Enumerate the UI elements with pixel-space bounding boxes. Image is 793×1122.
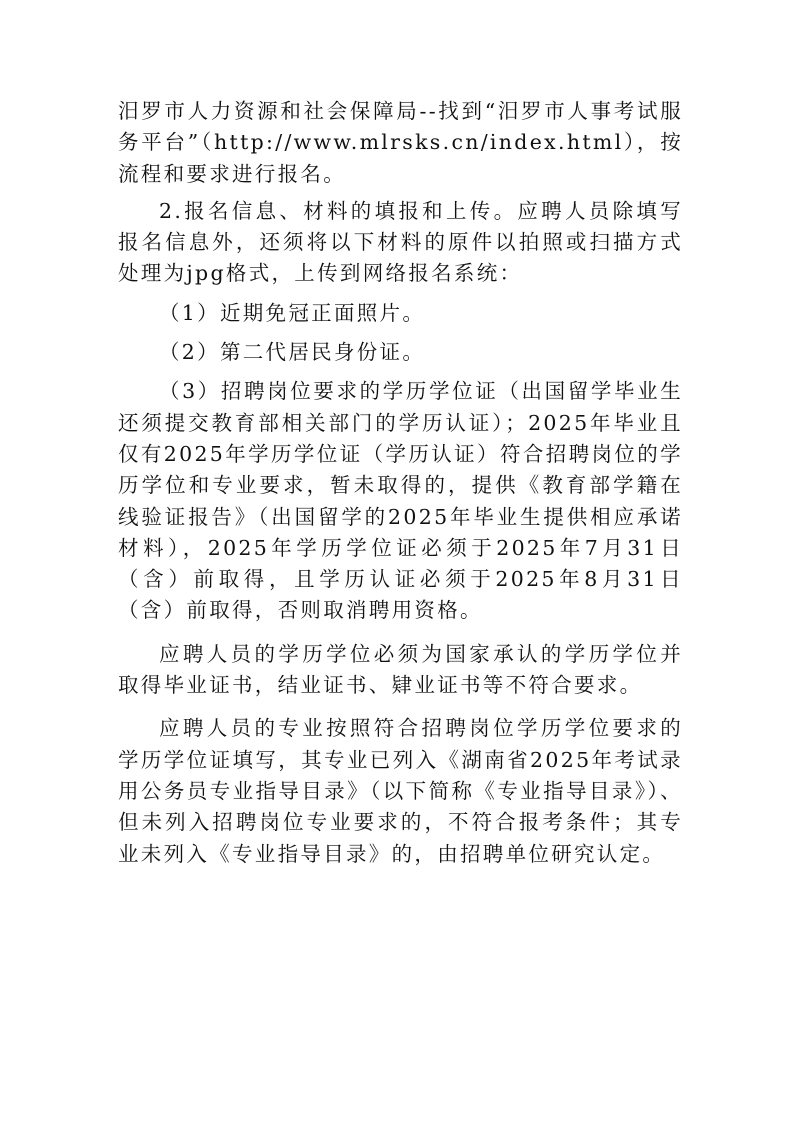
paragraph-registration-materials: 2.报名信息、材料的填报和上传。应聘人员除填写报名信息外，还须将以下材料的原件以拍照或扫描方式处理为jpg格式，上传到网络报名系统： xyxy=(118,198,683,286)
list-item-photo: （1）近期免冠正面照片。 xyxy=(159,300,426,325)
paragraph-major-requirements: 应聘人员的专业按照符合招聘岗位学历学位要求的学历学位证填写，其专业已列入《湖南省2025年考试录用公务员专业指导目录》（以下简称《专业指导目录》）、但未列入招聘岗位专业要求的，不符合报考条件；其专业未列入《专业指导目录》的，由招聘单位研究认定。 xyxy=(118,716,683,866)
paragraph-registration-platform: 汨罗市人力资源和社会保障局--找到“汨罗市人事考试服务平台”（http://www.mlrsks.cn/index.html），按流程和要求进行报名。 xyxy=(118,99,683,186)
list-item-degree-certificate: （3）招聘岗位要求的学历学位证（出国留学毕业生还须提交教育部相关部门的学历认证）；2025年毕业且仅有2025年学历学位证（学历认证）符合招聘岗位的学历学位和专业要求，暂未取得的，提供《教育部学籍在线验证报告》（出国留学的2025年毕业生提供相应承诺材料），2025年学历学位证必须于2025年7月31日（含）前取得，且学历认证必须于2025年8月31日（含）前取得，否则取消聘用资格。 xyxy=(118,379,683,623)
list-item-id-card: （2）第二代居民身份证。 xyxy=(159,340,426,365)
document-page xyxy=(118,96,683,870)
paragraph-degree-recognition: 应聘人员的学历学位必须为国家承认的学历学位并取得毕业证书，结业证书、肄业证书等不符合要求。 xyxy=(118,641,683,698)
